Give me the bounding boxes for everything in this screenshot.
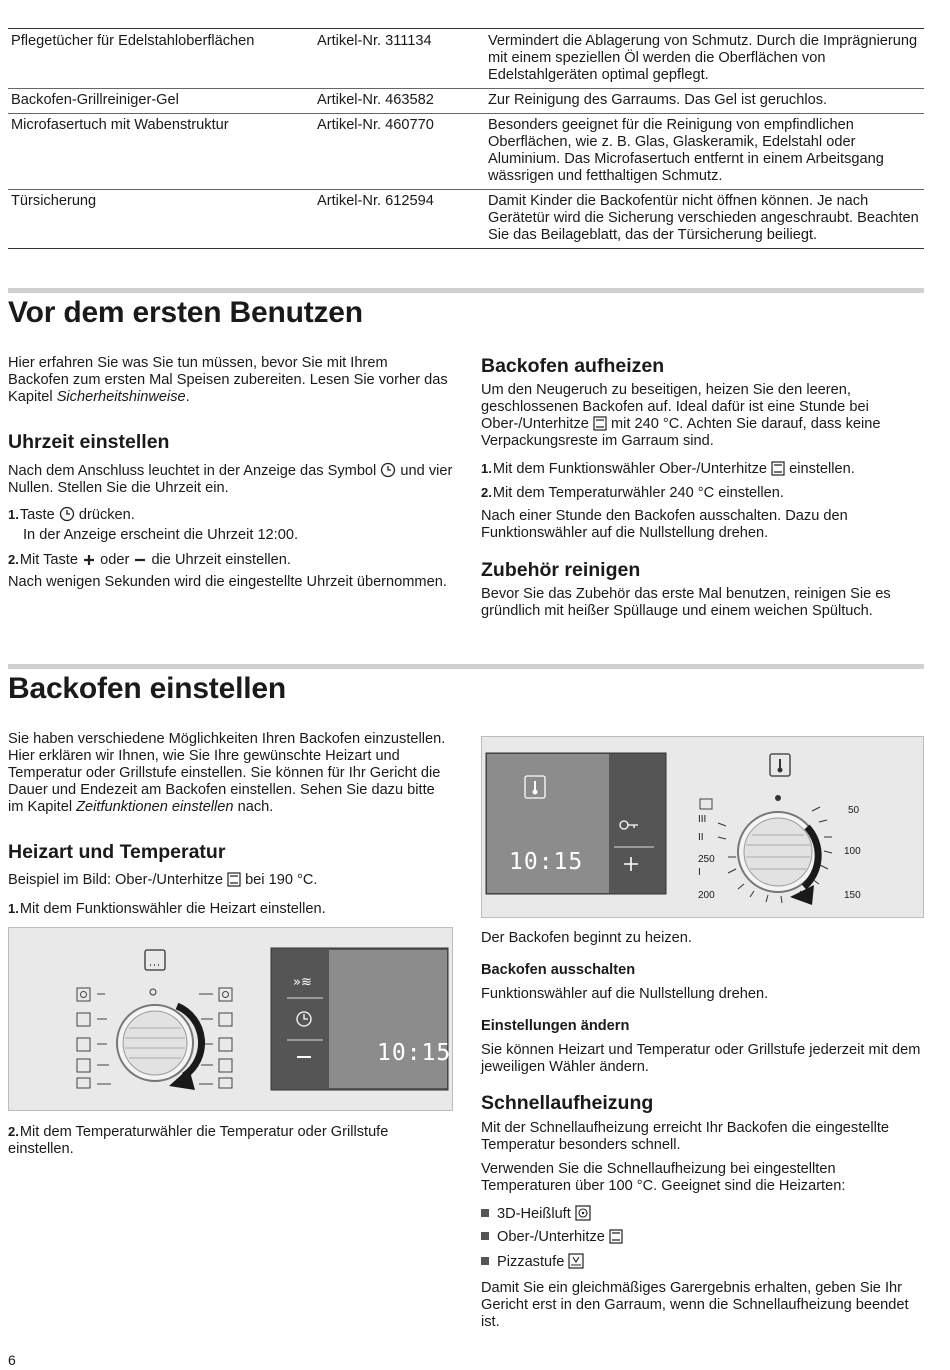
list-item: Pizzastufe — [481, 1253, 584, 1271]
accessories-paragraph: Bevor Sie das Zubehör das erste Mal benutzen, reinigen Sie es gründlich mit heißer Spüllauge und einem weichen Spültuch. — [481, 586, 891, 619]
table-cell-name: Microfasertuch mit Wabenstruktur — [8, 114, 314, 190]
chapter-reference: Sicherheitshinweise — [56, 389, 186, 405]
table-cell-article: Artikel-Nr. 460770 — [314, 114, 485, 190]
table-cell-desc: Damit Kinder die Backofentür nicht öffnen können. Je nach Gerätetür wird die Sicherung verschieden angeschraubt. Beachten Sie das Beilageblatt, das der Türsicherung beiliegt. — [485, 190, 924, 249]
bullet-icon — [481, 1232, 489, 1240]
intro-paragraph: Hier erfahren Sie was Sie tun müssen, bevor Sie mit Ihrem Backofen zum ersten Mal Speisen zubereiten. Lesen Sie vorher das Kapitel Sicherheitshinweise. — [8, 355, 448, 405]
intro-paragraph: Sie haben verschiedene Möglichkeiten Ihren Backofen einzustellen. Hier erklären wir Ihnen, wie Sie Ihre gewünschte Heizart und Temperatur oder Grillstufe einstellen. Sie können für Ihr Gericht die Dauer und Endezeit am Backofen einstellen. Sehen Sie dazu bitte im Kapitel Zeitfunktionen einstellen nach. — [8, 731, 446, 815]
after-image-text: Der Backofen beginnt zu heizen. — [481, 930, 692, 946]
table-row — [8, 29, 924, 89]
clock-icon — [380, 462, 396, 478]
table-row — [8, 114, 924, 190]
top-bottom-heat-icon — [771, 461, 785, 476]
clock-step-1: 1.Taste drücken. — [8, 507, 135, 523]
table-cell-article: Artikel-Nr. 612594 — [314, 190, 485, 249]
dial-label: III — [698, 814, 707, 825]
heatup-step-1: 1.Mit dem Funktionswähler Ober-/Unterhitze einstellen. — [481, 461, 855, 477]
dial-label: 200 — [698, 890, 715, 901]
heatup-step-2: 2.Mit dem Temperaturwähler 240 °C einstellen. — [481, 485, 784, 501]
dial-label: 50 — [848, 805, 860, 816]
heat-paragraph: Beispiel im Bild: Ober-/Unterhitze bei 190 °C. — [8, 872, 318, 888]
switch-off-paragraph: Funktionswähler auf die Nullstellung drehen. — [481, 986, 769, 1002]
table-cell-article: Artikel-Nr. 311134 — [317, 33, 432, 49]
function-selector-illustration — [8, 927, 453, 1111]
heading-accessories: Zubehör reinigen — [481, 559, 641, 581]
minus-icon — [133, 553, 147, 567]
top-bottom-heat-icon — [593, 416, 607, 431]
oven-display-time: 10:15 — [377, 1040, 452, 1066]
heatup-paragraph-2: Nach einer Stunde den Backofen ausschalten. Dazu den Funktionswähler auf die Nullstellung drehen. — [481, 508, 848, 541]
table-cell-article: Artikel-Nr. 463582 — [314, 89, 485, 114]
top-bottom-heat-icon — [227, 872, 241, 887]
heat-step-2: 2.Mit dem Temperaturwähler die Temperatur oder Grillstufe einstellen. — [8, 1124, 389, 1157]
accessories-table — [8, 28, 924, 249]
heading-clock: Uhrzeit einstellen — [8, 431, 170, 453]
bullet-icon — [481, 1257, 489, 1265]
heading-heatup: Backofen aufheizen — [481, 355, 665, 377]
section-title: Backofen einstellen — [8, 672, 286, 705]
temperature-selector-illustration — [481, 736, 924, 918]
fast-heat-paragraph-1: Mit der Schnellaufheizung erreicht Ihr Backofen die eingestellte Temperatur besonders schnell. — [481, 1120, 890, 1153]
change-paragraph: Sie können Heizart und Temperatur oder Grillstufe jederzeit mit dem jeweiligen Wähler ändern. — [481, 1042, 921, 1075]
table-cell-desc: Zur Reinigung des Garraums. Das Gel ist geruchlos. — [485, 89, 924, 114]
clock-step-2: 2.Mit Taste oder die Uhrzeit einstellen. — [8, 552, 291, 568]
table-row — [8, 89, 924, 114]
chapter-reference: Zeitfunktionen einstellen — [76, 799, 234, 815]
fast-heat-paragraph-3: Damit Sie ein gleichmäßiges Garergebnis erhalten, geben Sie Ihr Gericht erst in den Garraum, wenn die Schnellaufheizung beendet ist. — [481, 1280, 909, 1330]
section-divider — [8, 288, 924, 293]
heading-fast-heat: Schnellaufheizung — [481, 1092, 654, 1114]
plus-icon — [82, 553, 96, 567]
section-divider — [8, 664, 924, 669]
dial-label: 100 — [844, 846, 861, 857]
table-cell-desc: Besonders geeignet für die Reinigung von empfindlichen Oberflächen, wie z. B. Glas, Glaskeramik, Edelstahl oder Aluminium. Das Microfasertuch entfernt in einem Arbeitsgang wässrigen und fetthaltigen Schmutz. — [485, 114, 924, 190]
dial-label: 250 — [698, 854, 715, 865]
function-selector-drawing — [9, 928, 452, 1110]
3d-hot-air-icon — [575, 1205, 591, 1221]
dial-label: II — [698, 832, 704, 843]
clock-paragraph-2: Nach wenigen Sekunden wird die eingestellte Uhrzeit übernommen. — [8, 574, 447, 590]
heat-step-1: 1.Mit dem Funktionswähler die Heizart einstellen. — [8, 901, 326, 917]
oven-display-time: 10:15 — [509, 849, 584, 875]
pizza-setting-icon — [568, 1253, 584, 1269]
table-cell-name: Backofen-Grillreiniger-Gel — [8, 89, 314, 114]
page-number: 6 — [8, 1352, 16, 1368]
table-cell-name: Türsicherung — [8, 190, 314, 249]
clock-paragraph: Nach dem Anschluss leuchtet in der Anzeige das Symbol und vier Nullen. Stellen Sie die Uhrzeit ein. — [8, 463, 453, 496]
section-title: Vor dem ersten Benutzen — [8, 296, 363, 329]
bullet-icon — [481, 1209, 489, 1217]
dial-label: I — [698, 867, 701, 878]
table-row — [8, 190, 924, 249]
svg-text:»≋: »≋ — [293, 975, 312, 990]
heatup-paragraph: Um den Neugeruch zu beseitigen, heizen Sie den leeren, geschlossenen Backofen auf. Ideal dafür ist eine Stunde bei Ober-/Unterhitze mit 240 °C. Achten Sie darauf, dass keine Verpackungsreste im Garraum sind. — [481, 382, 881, 449]
table-cell-name: Pflegetücher für Edelstahloberflächen — [11, 33, 255, 49]
clock-icon — [59, 506, 75, 522]
top-bottom-heat-icon — [609, 1229, 623, 1244]
table-cell-desc: Vermindert die Ablagerung von Schmutz. Durch die Imprägnierung mit einem speziellen Öl werden die Oberflächen von Edelstahlgeräten optimal gepflegt. — [488, 33, 918, 83]
clock-step-1-note: In der Anzeige erscheint die Uhrzeit 12:00. — [23, 527, 299, 543]
fast-heat-paragraph-2: Verwenden Sie die Schnellaufheizung bei eingestellten Temperaturen über 100 °C. Geeignet sind die Heizarten: — [481, 1161, 846, 1194]
heading-change-settings: Einstellungen ändern — [481, 1018, 630, 1034]
heading-heat-temperature: Heizart und Temperatur — [8, 841, 226, 863]
list-item: Ober-/Unterhitze — [481, 1229, 623, 1246]
heading-switch-off: Backofen ausschalten — [481, 962, 636, 978]
list-item: 3D-Heißluft — [481, 1205, 591, 1223]
dial-label: 150 — [844, 890, 861, 901]
